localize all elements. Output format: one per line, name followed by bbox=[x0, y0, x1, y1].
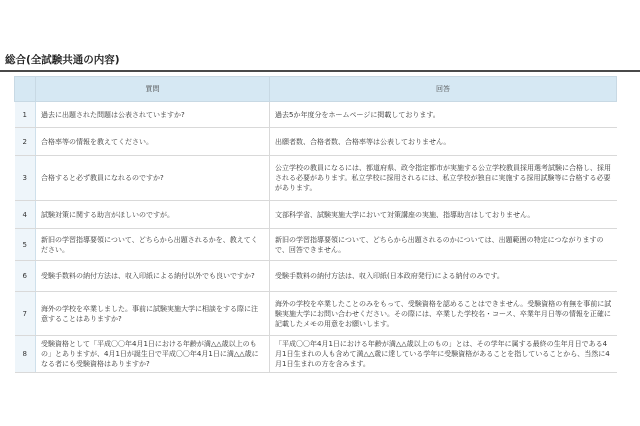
table-row bbox=[15, 261, 617, 292]
answer-cell: 過去5か年度分をホームページに掲載しております。 bbox=[270, 102, 617, 128]
row-number: 6 bbox=[15, 261, 36, 292]
row-number: 5 bbox=[15, 229, 36, 261]
table-row bbox=[15, 156, 617, 201]
answer-cell: 出願者数、合格者数、合格率等は公表しておりません。 bbox=[270, 128, 617, 156]
answer-cell: 「平成〇〇年4月1日における年齢が満△△歳以上のもの」とは、その学年に属する最終の生年月日である4月1日生まれの人も含めて満△△歳に達している学年に受験資格があることを指していることから、当然に4月1日生まれの方を含みます。 bbox=[270, 336, 617, 373]
title-divider bbox=[0, 70, 640, 72]
row-number: 8 bbox=[15, 336, 36, 373]
question-cell: 海外の学校を卒業しました。事前に試験実施大学に相談をする際に注意することはありますか? bbox=[36, 292, 270, 336]
question-cell: 合格すると必ず教員になれるのですか? bbox=[36, 156, 270, 201]
question-cell: 過去に出題された問題は公表されていますか? bbox=[36, 102, 270, 128]
answer-header: 回答 bbox=[270, 77, 617, 102]
answer-cell: 海外の学校を卒業したことのみをもって、受験資格を認めることはできません。受験資格の有無を事前に試験実施大学にお問い合わせください。その際には、卒業した学校名・コース、卒業年月日等の情報を正確に記載したメモの用意をお願いします。 bbox=[270, 292, 617, 336]
section-title: 総合(全試験共通の内容) bbox=[5, 54, 120, 66]
table-row bbox=[15, 128, 617, 156]
table-row bbox=[15, 229, 617, 261]
question-cell: 新旧の学習指導要領について、どちらから出題されるかを、教えてください。 bbox=[36, 229, 270, 261]
table-row bbox=[15, 201, 617, 229]
row-number: 2 bbox=[15, 128, 36, 156]
answer-cell: 受験手数料の納付方法は、収入印紙(日本政府発行)による納付のみです。 bbox=[270, 261, 617, 292]
answer-cell: 新旧の学習指導要領について、どちらから出題されるのかについては、出題範囲の特定につながりますので、回答できません。 bbox=[270, 229, 617, 261]
question-cell: 受験資格として「平成〇〇年4月1日における年齢が満△△歳以上のもの」とありますが、4月1日が誕生日で平成〇〇年4月1日に満△△歳になる者にも受験資格はありますか? bbox=[36, 336, 270, 373]
row-number: 4 bbox=[15, 201, 36, 229]
row-number: 3 bbox=[15, 156, 36, 201]
question-cell: 受験手数料の納付方法は、収入印紙による納付以外でも良いですか? bbox=[36, 261, 270, 292]
question-cell: 試験対策に関する助言がほしいのですが。 bbox=[36, 201, 270, 229]
row-number: 7 bbox=[15, 292, 36, 336]
table-row bbox=[15, 102, 617, 128]
answer-cell: 文部科学省、試験実施大学において対策講座の実施、指導助言はしておりません。 bbox=[270, 201, 617, 229]
table-row bbox=[15, 292, 617, 336]
table-row bbox=[15, 336, 617, 373]
row-number: 1 bbox=[15, 102, 36, 128]
num-header bbox=[15, 77, 36, 102]
table-header-row bbox=[15, 77, 617, 102]
faq-table bbox=[14, 76, 617, 373]
question-cell: 合格率等の情報を教えてください。 bbox=[36, 128, 270, 156]
answer-cell: 公立学校の教員になるには、都道府県、政令指定都市が実施する公立学校教員採用選考試験に合格し、採用される必要があります。私立学校に採用されるには、私立学校が独自に実施する採用試験等に合格する必要があります。 bbox=[270, 156, 617, 201]
question-header: 質問 bbox=[36, 77, 270, 102]
